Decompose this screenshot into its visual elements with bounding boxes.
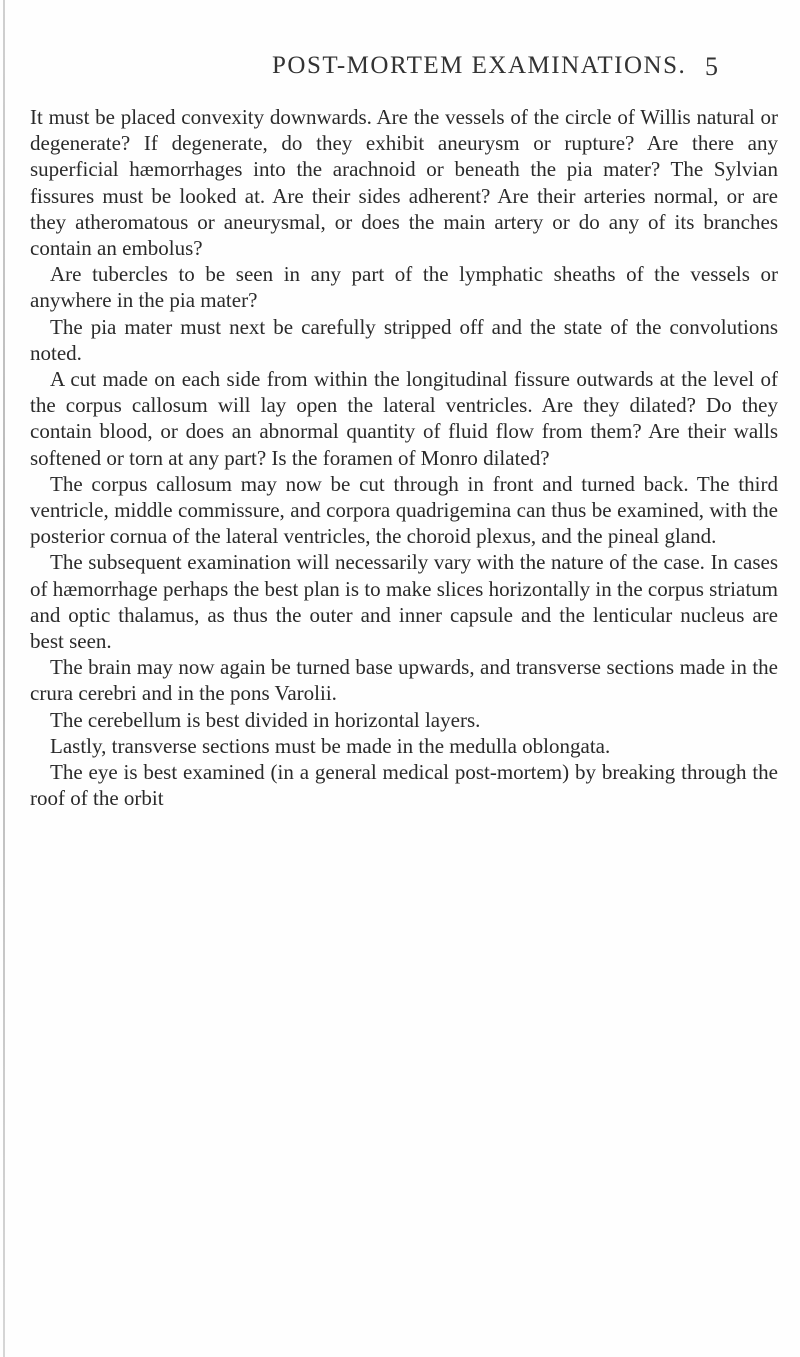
paragraph-cerebellum: The cerebellum is best divided in horizontal layers.	[50, 707, 481, 732]
paragraph-lateral-ventricles: A cut made on each side from within the longitudinal fissure outwards at the level of the corpus callosum will lay open the lateral ventricles. Are they dilated? Do they contain blood, or does an abnormal quantity of fluid flow from them? Are their walls softened or torn at any part? Is the foramen of Monro dilated?	[30, 367, 778, 470]
paragraph-circle-of-willis: It must be placed convexity downwards. Are the vessels of the circle of Willis natural or degenerate? If degenerate, do they exhibit aneurysm or rupture? Are there any superficial hæmorrhages into the arachnoid or beneath the pia mater? The Sylvian fissures must be looked at. Are their sides adherent? Are their arteries normal, or are they atheromatous or aneurysmal, or does the main artery or do any of its branches contain an embolus?	[30, 105, 778, 261]
paragraph-medulla: Lastly, transverse sections must be made in the medulla oblongata.	[50, 733, 611, 758]
paragraph-base-upwards: The brain may now again be turned base upwards, and transverse sections made in the crura cerebri and in the pons Varolii.	[30, 655, 778, 706]
page-gutter-edge	[3, 0, 5, 1357]
running-head	[0, 52, 800, 88]
running-title: POST-MORTEM EXAMINATIONS.	[272, 52, 687, 79]
paragraph-subsequent-examination: The subsequent examination will necessarily vary with the nature of the case. In cases of hæmorrhage perhaps the best plan is to make slices horizontally in the corpus striatum and optic thalamus, as thus the outer and inner capsule and the lenticular nucleus are best seen.	[30, 550, 778, 654]
paragraph-corpus-callosum: The corpus callosum may now be cut through in front and turned back. The third ventricle, middle commissure, and corpora quadrigemina can thus be examined, with the posterior cornua of the lateral ventricles, the choroid plexus, and the pineal gland.	[30, 471, 778, 549]
body-text	[30, 104, 778, 811]
paragraph-pia-mater: The pia mater must next be carefully stripped off and the state of the convolutions noted.	[30, 314, 778, 365]
paragraph-tubercles: Are tubercles to be seen in any part of the lymphatic sheaths of the vessels or anywhere in the pia mater?	[30, 262, 778, 313]
paragraph-eye: The eye is best examined (in a general medical post-mortem) by breaking through the roof of the orbit	[30, 760, 778, 811]
page-number: 5	[705, 52, 718, 81]
